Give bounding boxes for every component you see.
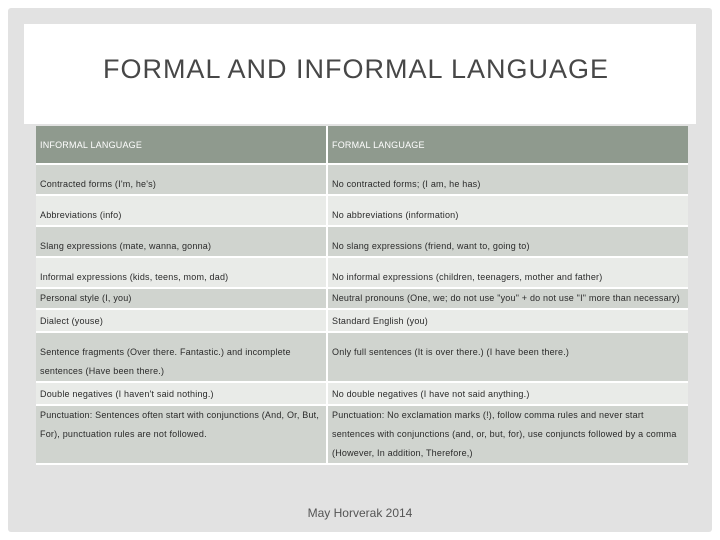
informal-cell: Punctuation: Sentences often start with conjunctions (And, Or, But, For), punctuation rules are not followed. xyxy=(36,406,326,465)
formal-cell: Neutral pronouns (One, we; do not use "you" + do not use "I" more than necessary) xyxy=(326,289,688,310)
informal-cell: Abbreviations (info) xyxy=(36,196,326,227)
informal-cell: Sentence fragments (Over there. Fantastic.) and incomplete sentences (Have been there.) xyxy=(36,333,326,383)
comparison-table xyxy=(36,126,688,532)
table-row xyxy=(36,289,688,310)
formal-cell: No double negatives (I have not said anything.) xyxy=(326,383,688,406)
formal-cell: Standard English (you) xyxy=(326,310,688,333)
informal-cell: Double negatives (I haven't said nothing.) xyxy=(36,383,326,406)
formal-cell: No informal expressions (children, teenagers, mother and father) xyxy=(326,258,688,289)
footer-author: May Horverak 2014 xyxy=(307,506,413,520)
table-row xyxy=(36,310,688,333)
table-row xyxy=(36,406,688,465)
formal-cell: Only full sentences (It is over there.) (I have been there.) xyxy=(326,333,688,383)
header-informal: INFORMAL LANGUAGE xyxy=(36,126,326,165)
table-row xyxy=(36,258,688,289)
table-header-row xyxy=(36,126,688,165)
informal-cell: Dialect (youse) xyxy=(36,310,326,333)
slide-title: FORMAL AND INFORMAL LANGUAGE xyxy=(102,54,610,84)
informal-cell: Informal expressions (kids, teens, mom, dad) xyxy=(36,258,326,289)
informal-cell: Slang expressions (mate, wanna, gonna) xyxy=(36,227,326,258)
table-row xyxy=(36,165,688,196)
formal-cell: No contracted forms; (I am, he has) xyxy=(326,165,688,196)
table-row xyxy=(36,227,688,258)
informal-cell: Personal style (I, you) xyxy=(36,289,326,310)
informal-cell: Contracted forms (I'm, he's) xyxy=(36,165,326,196)
formal-cell: No slang expressions (friend, want to, going to) xyxy=(326,227,688,258)
formal-cell: Punctuation: No exclamation marks (!), follow comma rules and never start sentences with conjunctions (and, or, but, for), use conjuncts followed by a comma (However, In addition, Therefore,) xyxy=(326,406,688,465)
table-row xyxy=(36,196,688,227)
header-formal: FORMAL LANGUAGE xyxy=(326,126,688,165)
table-row xyxy=(36,333,688,383)
formal-cell: No abbreviations (information) xyxy=(326,196,688,227)
table-row xyxy=(36,383,688,406)
